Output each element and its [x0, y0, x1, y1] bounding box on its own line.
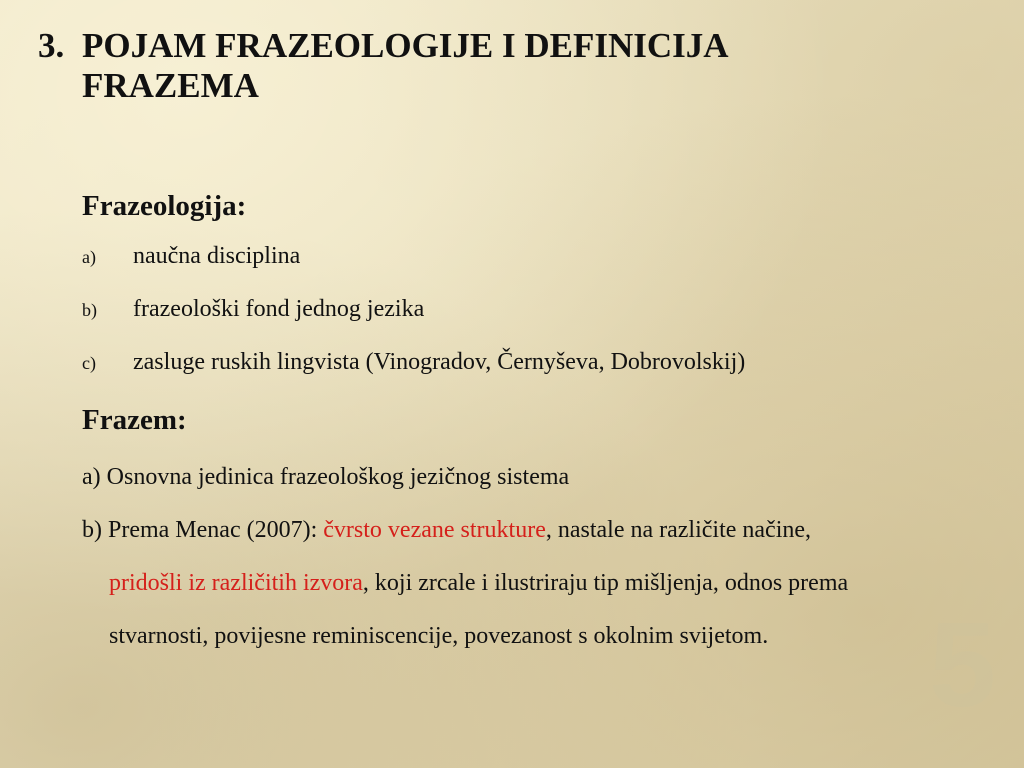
frazem-item-a: a) Osnovna jedinica frazeološkog jezičnog sistema — [82, 464, 570, 490]
frazem-heading: Frazem: — [82, 404, 187, 436]
frazem-item-b-line3: stvarnosti, povijesne reminiscencije, povezanost s okolnim svijetom. — [109, 623, 769, 649]
list-marker: a) — [82, 247, 96, 267]
list-item-text: zasluge ruskih lingvista (Vinogradov, Černyševa, Dobrovolskij) — [133, 349, 746, 375]
frazeologija-heading: Frazeologija: — [82, 190, 247, 222]
list-item-text: frazeološki fond jednog jezika — [133, 296, 425, 322]
frazem-item-b-part3: , koji zrcale i ilustriraju tip mišljenja, odnos prema — [362, 570, 849, 596]
page-number: 5 — [929, 598, 996, 732]
highlight-cvrsto-vezane: čvrsto vezane strukture — [323, 517, 546, 543]
frazem-item-b-part1: b) Prema Menac (2007): — [82, 517, 324, 543]
title-line-1: POJAM FRAZEOLOGIJE I DEFINICIJA — [82, 26, 729, 65]
frazem-item-b — [82, 504, 1012, 663]
highlight-pridosli: pridošli iz različitih izvora — [109, 570, 363, 596]
list-marker: c) — [82, 353, 96, 373]
list-marker: b) — [82, 300, 97, 320]
title-number: 3. — [38, 26, 65, 65]
title-line-2: FRAZEMA — [82, 66, 259, 105]
frazem-item-b-part2: , nastale na različite načine, — [545, 517, 812, 543]
frazem-item-b-line2 — [82, 557, 1012, 610]
list-item-text: naučna disciplina — [133, 243, 301, 269]
slide-title — [38, 26, 938, 106]
